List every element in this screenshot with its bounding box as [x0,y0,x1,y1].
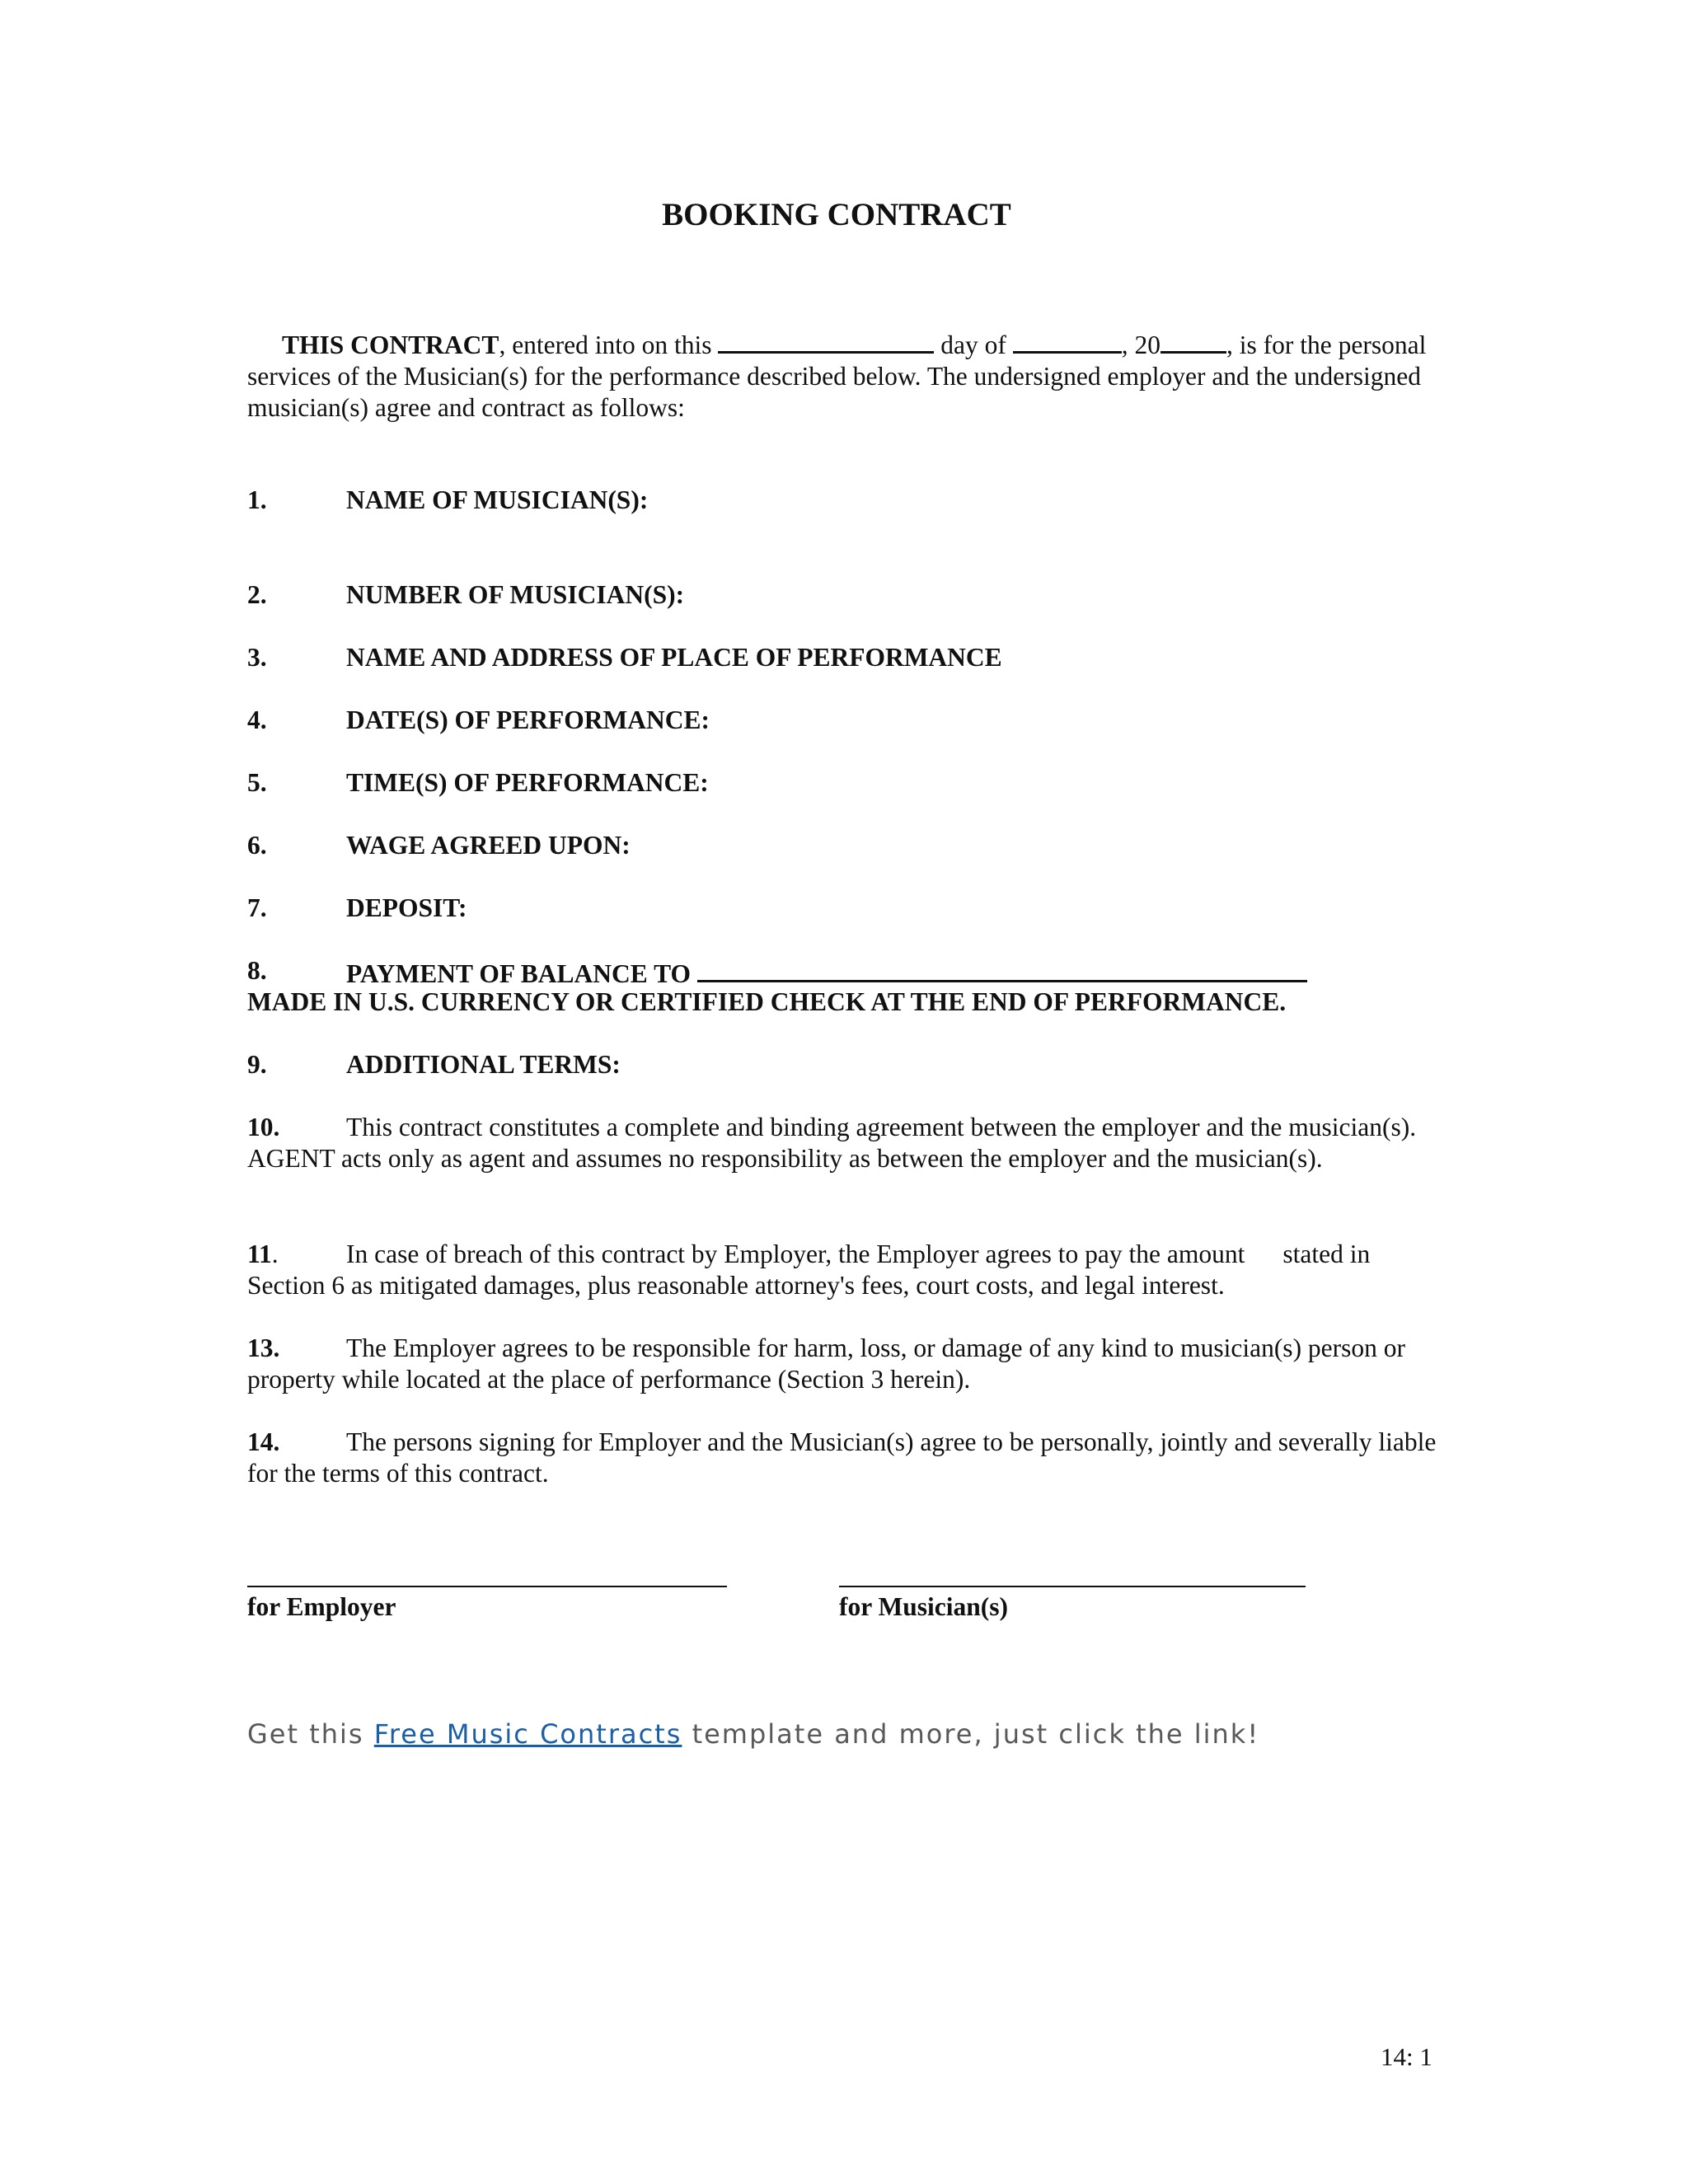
item-label: WAGE AGREED UPON: [346,831,631,860]
clause-number: 11 [247,1240,272,1268]
item-number: 5. [247,768,267,797]
payee-blank[interactable] [697,955,1307,982]
item-number: 3. [247,643,267,672]
intro-text-3: , 20 [1121,330,1160,359]
item-number: 2. [247,580,267,609]
item-number: 7. [247,893,267,922]
footer-promo [247,1718,1259,1750]
free-music-contracts-link[interactable]: Free Music Contracts [373,1718,682,1750]
intro-text-1: , entered into on this [499,330,712,359]
year-blank[interactable] [1160,326,1226,354]
item-number: 1. [247,485,267,514]
clause-10 [247,1112,1451,1174]
intro-text-4: , is for the [1226,330,1332,359]
employer-signature-line[interactable] [247,1586,727,1587]
clause-text: The Employer agrees to be responsible for harm, loss, or damage of any kind to musician(s) person or property while located at the place of performance (Section 3 herein). [247,1333,1406,1394]
clause-number-punct: . [271,1240,279,1268]
item-number: 4. [247,705,267,734]
employer-signature-label: for Employer [247,1592,396,1621]
footer-prefix: Get this [247,1718,374,1750]
clause-text: The persons signing for Employer and the Musician(s) agree to be personally, jointly and severally liable for the terms of this contract. [247,1427,1437,1488]
item-label: NUMBER OF MUSICIAN(S): [346,580,685,609]
item-label [346,955,1307,990]
payment-label: PAYMENT OF BALANCE TO [346,959,692,988]
footer-suffix: template and more, just click the link! [682,1718,1260,1750]
clause-number: 14. [247,1427,280,1456]
intro-lead: THIS CONTRACT [282,330,499,359]
clause-text-b: stated in Section 6 as mitigated damages, plus reasonable attorney's fees, court costs, and legal interest. [247,1240,1371,1300]
item-label: ADDITIONAL TERMS: [346,1050,621,1079]
month-blank[interactable] [1013,326,1122,354]
clause-text-a: In case of breach of this contract by Employer, the Employer agrees to pay the amount [346,1240,1245,1268]
clause-13 [247,1333,1451,1395]
day-blank[interactable] [718,326,934,354]
intro-text-5: personal services of the Musician(s) for the performance described below. The undersigned employer and the undersigned musician(s) agree and contract as follows: [247,330,1427,422]
musician-signature-line[interactable] [839,1586,1306,1587]
intro-text-2: day of [940,330,1006,359]
page-number: 14: 1 [1381,2042,1432,2071]
clause-number: 10. [247,1113,280,1141]
item-label: NAME OF MUSICIAN(S): [346,485,649,514]
item-label: TIME(S) OF PERFORMANCE: [346,768,709,797]
clause-14 [247,1427,1451,1489]
item-number: 6. [247,831,267,860]
clause-text: This contract constitutes a complete and binding agreement between the employer and the musician(s). AGENT acts only as agent and assumes no responsibility as between the employer and the musician(s). [247,1113,1417,1173]
item-label: NAME AND ADDRESS OF PLACE OF PERFORMANCE [346,643,1002,672]
clause-number: 13. [247,1333,280,1362]
item-payment-continuation: MADE IN U.S. CURRENCY OR CERTIFIED CHECK AT THE END OF PERFORMANCE. [247,987,1287,1016]
clause-11 [247,1239,1451,1301]
item-number: 9. [247,1050,267,1079]
document-title: BOOKING CONTRACT [662,197,1011,232]
item-number: 8. [247,956,267,985]
intro-paragraph [247,326,1451,424]
musician-signature-label: for Musician(s) [839,1592,1009,1621]
item-label: DEPOSIT: [346,893,467,922]
item-label: DATE(S) OF PERFORMANCE: [346,705,710,734]
